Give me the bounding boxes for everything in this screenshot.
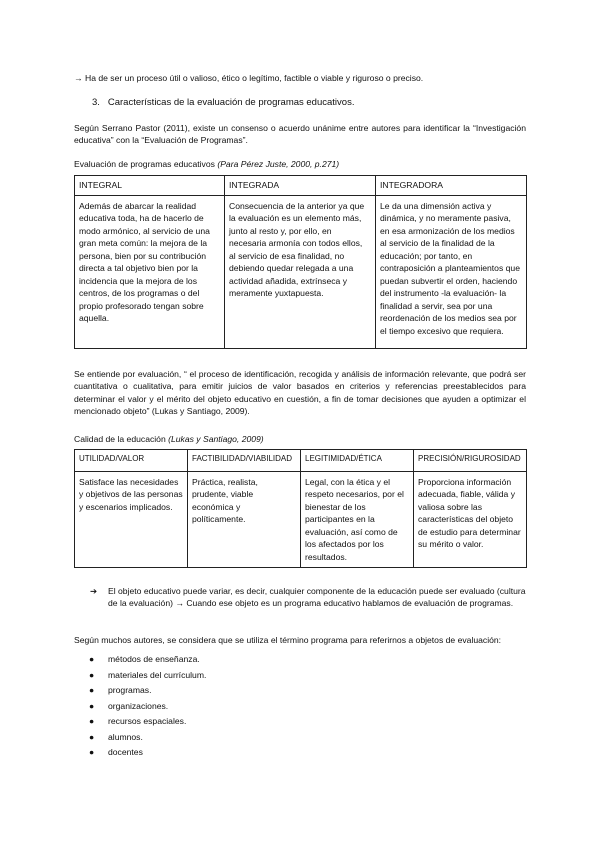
list-item-text: alumnos. (108, 731, 143, 742)
table2-wrapper (74, 449, 526, 568)
list-item (88, 684, 526, 700)
list-item-text: docentes (108, 747, 143, 757)
arrow-list-item (90, 585, 526, 610)
bullet-icon: ● (89, 669, 95, 680)
table-header-factibilidad: FACTIBILIDAD/VIABILIDAD (188, 450, 301, 472)
table-header-row (75, 450, 527, 472)
table-header-integral: INTEGRAL (75, 176, 225, 196)
section-title: Características de la evaluación de programas educativos. (107, 97, 355, 108)
bullet-icon: ● (89, 685, 95, 695)
paragraph-definition: Se entiende por evaluación, “ el proceso de identificación, recogida y análisis de información relevante, que podrá ser cuantitativa o cualitativa, para emitir juicios de valor basados en criterios y referencias preestablecidos para determinar el valor y el mérito del objeto educativo en cuestión, a fin de tomar decisiones que ayuden a optimizar el mencionado objeto” (Lukas y Santiago, 2009). (74, 369, 526, 417)
table2-caption-source: (Lukas y Santiago, 2009) (168, 434, 264, 444)
bullet-icon: ● (89, 747, 95, 757)
table-cell-utilidad: Satisface las necesidades y objetivos de las personas y escenarios implicados. (75, 472, 188, 568)
table-header-legitimidad: LEGITIMIDAD/ÉTICA (301, 450, 414, 472)
list-item-text: métodos de enseñanza. (108, 654, 200, 664)
arrow-icon: ➔ (90, 586, 98, 596)
table-cell-integrada: Consecuencia de la anterior ya que la evaluación es un elemento más, junto al resto y, por ello, en necesaria armonía con todos ellos, al servicio de esa finalidad, no debiendo quedar relegada a una actividad añadida, extrínseca y meramente yuxtapuesta. (225, 196, 376, 349)
table-cell-factibilidad: Práctica, realista, prudente, viable económica y políticamente. (188, 472, 301, 568)
paragraph-serrano: Según Serrano Pastor (2011), existe un consenso o acuerdo unánime entre autores para identificar la “Investigación educativa” con la “Evaluación de Programas”. (74, 123, 526, 146)
bullet-icon: ● (89, 700, 95, 711)
bullet-icon: ● (89, 731, 95, 742)
arrow-item-text: El objeto educativo puede variar, es decir, cualquier componente de la educación puede ser evaluado (cultura de la evaluación) → Cuando ese objeto es un programa educativo hablamos de evaluación de programas. (108, 586, 526, 609)
list-item-text: organizaciones. (108, 700, 169, 711)
list-item-text: programas. (108, 685, 152, 695)
table-header-utilidad: UTILIDAD/VALOR (75, 450, 188, 472)
table-cell-precision: Proporciona información adecuada, fiable, válida y valiosa sobre las características del objeto de estudio para determinar su mérito o valor. (414, 472, 527, 568)
table-row (75, 472, 527, 568)
list-item (88, 669, 526, 685)
paragraph-programs: Según muchos autores, se considera que se utiliza el término programa para referirnos a objetos de evaluación: (74, 635, 502, 645)
table-cell-integradora: Le da una dimensión activa y dinámica, y no meramente pasiva, en esa armonización de los medios al servicio de la finalidad de la educación; por tanto, en contraposición a planteamientos que puedan subvertir el orden, haciendo del instrumento -la evaluación- la finalidad a servir, sea por una reordenación de los medios sea por el tiempo excesivo que requiera. (376, 196, 527, 349)
table2-caption (74, 433, 526, 445)
list-item (88, 746, 526, 762)
list-item (88, 653, 526, 669)
table1-caption (74, 158, 526, 170)
table1-caption-title: Evaluación de programas educativos (74, 159, 215, 169)
intro-line: → Ha de ser un proceso útil o valioso, ético o legítimo, factible o viable y riguroso o preciso. (74, 73, 424, 83)
bullet-icon: ● (89, 654, 95, 664)
list-item (88, 700, 526, 716)
bullet-list (88, 653, 526, 762)
table-header-integrada: INTEGRADA (225, 176, 376, 196)
section-heading (92, 96, 526, 110)
bullet-icon: ● (89, 716, 95, 726)
evaluation-table (74, 175, 527, 349)
list-item (88, 715, 526, 731)
list-item-text: materiales del currículum. (108, 669, 207, 680)
table-header-precision: PRECISIÓN/RIGUROSIDAD (414, 450, 527, 472)
table-header-row (75, 176, 527, 196)
table-cell-integral: Además de abarcar la realidad educativa toda, ha de hacerlo de modo armónico, al servicio de una gran meta común: la mejora de la persona, bien por su contribución directa a tal objetivo bien por la incidencia que la mejora de los centros, de los programas o del propio profesorado tengan sobre aquella. (75, 196, 225, 349)
list-item-text: recursos espaciales. (108, 716, 187, 726)
table-cell-legitimidad: Legal, con la ética y el respeto necesarios, por el bienestar de los participantes en la evaluación, así como de los afectados por los resultados. (301, 472, 414, 568)
list-item (88, 731, 526, 747)
quality-table (74, 449, 527, 568)
table-row (75, 196, 527, 349)
table2-caption-title: Calidad de la educación (74, 434, 166, 444)
section-number: 3. (92, 97, 100, 108)
table1-wrapper (74, 175, 526, 349)
table1-caption-source: (Para Pérez Juste, 2000, p.271) (217, 159, 340, 169)
table-header-integradora: INTEGRADORA (376, 176, 527, 196)
